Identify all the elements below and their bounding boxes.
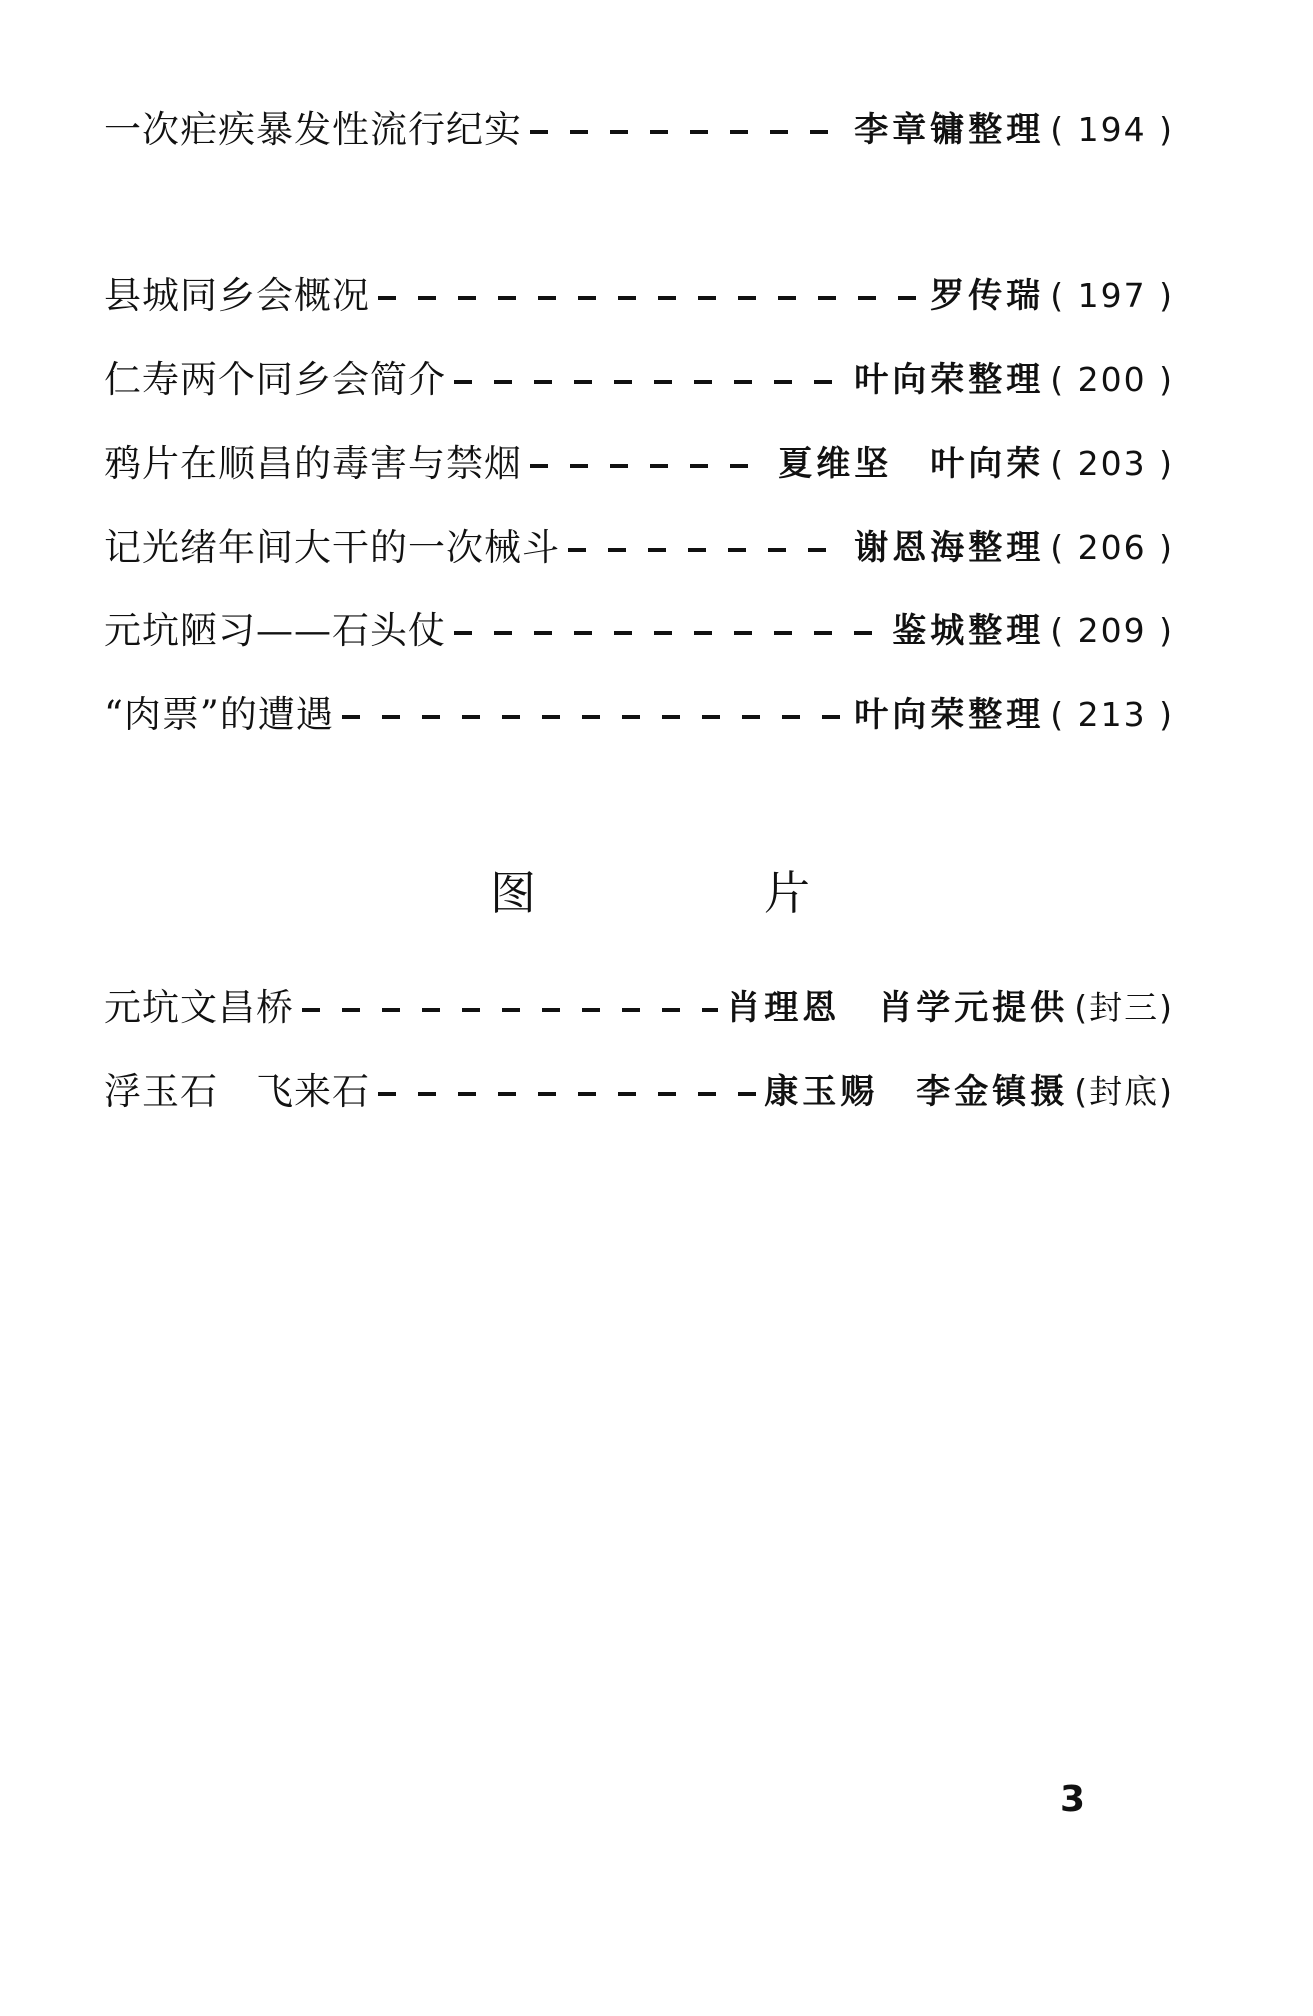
- photo-entry: [104, 978, 1174, 1038]
- toc-entry: [104, 601, 1174, 661]
- toc-entry: [104, 100, 1174, 160]
- entry-page: (封底): [1074, 1072, 1174, 1111]
- toc-entry: [104, 266, 1174, 326]
- entry-page: ( 194 ): [1050, 110, 1174, 149]
- entry-page: ( 200 ): [1050, 360, 1174, 399]
- section-heading-photos: [490, 858, 810, 928]
- entry-author: 叶向荣整理: [854, 695, 1045, 735]
- entry-author: 鉴城整理: [892, 611, 1045, 651]
- toc-entry: [104, 350, 1174, 410]
- dot-leader: [530, 464, 770, 468]
- entry-title: 仁寿两个同乡会简介: [104, 358, 446, 401]
- dot-leader: [454, 380, 846, 384]
- entry-author: 康玉赐 李金镇摄: [764, 1072, 1069, 1112]
- dot-leader: [530, 130, 846, 134]
- toc-entry: [104, 685, 1174, 745]
- section-heading-char: 图: [490, 866, 536, 920]
- entry-title: 记光绪年间大干的一次械斗: [104, 526, 560, 569]
- entry-title: 鸦片在顺昌的毒害与禁烟: [104, 442, 522, 485]
- dot-leader: [378, 296, 922, 300]
- entry-page: ( 197 ): [1050, 276, 1174, 315]
- toc-entry: [104, 518, 1174, 578]
- entry-author: 叶向荣整理: [854, 360, 1045, 400]
- entry-page: (封三): [1074, 988, 1174, 1027]
- entry-title: 元坑文昌桥: [104, 986, 294, 1029]
- entry-author: 李章镛整理: [854, 110, 1045, 150]
- entry-title: 一次疟疾暴发性流行纪实: [104, 108, 522, 151]
- entry-page: ( 213 ): [1050, 695, 1174, 734]
- dot-leader: [378, 1092, 756, 1096]
- entry-page: ( 203 ): [1050, 444, 1174, 483]
- dot-leader: [302, 1008, 718, 1012]
- photo-entry: [104, 1062, 1174, 1122]
- entry-page: ( 209 ): [1050, 611, 1174, 650]
- dot-leader: [342, 715, 846, 719]
- entry-author: 肖理恩 肖学元提供: [726, 988, 1069, 1028]
- dot-leader: [568, 548, 846, 552]
- entry-author: 罗传瑞: [930, 276, 1045, 316]
- section-heading-char: 片: [764, 866, 810, 920]
- entry-title: “肉票”的遭遇: [104, 693, 334, 736]
- entry-title: 浮玉石 飞来石: [104, 1070, 370, 1113]
- entry-title: 县城同乡会概况: [104, 274, 370, 317]
- entry-page: ( 206 ): [1050, 528, 1174, 567]
- page-number: 3: [1060, 1779, 1086, 1820]
- toc-entry: [104, 434, 1174, 494]
- dot-leader: [454, 631, 884, 635]
- entry-title: 元坑陋习——石头仗: [104, 609, 446, 652]
- entry-author: 谢恩海整理: [854, 528, 1045, 568]
- entry-author: 夏维坚 叶向荣: [778, 444, 1045, 484]
